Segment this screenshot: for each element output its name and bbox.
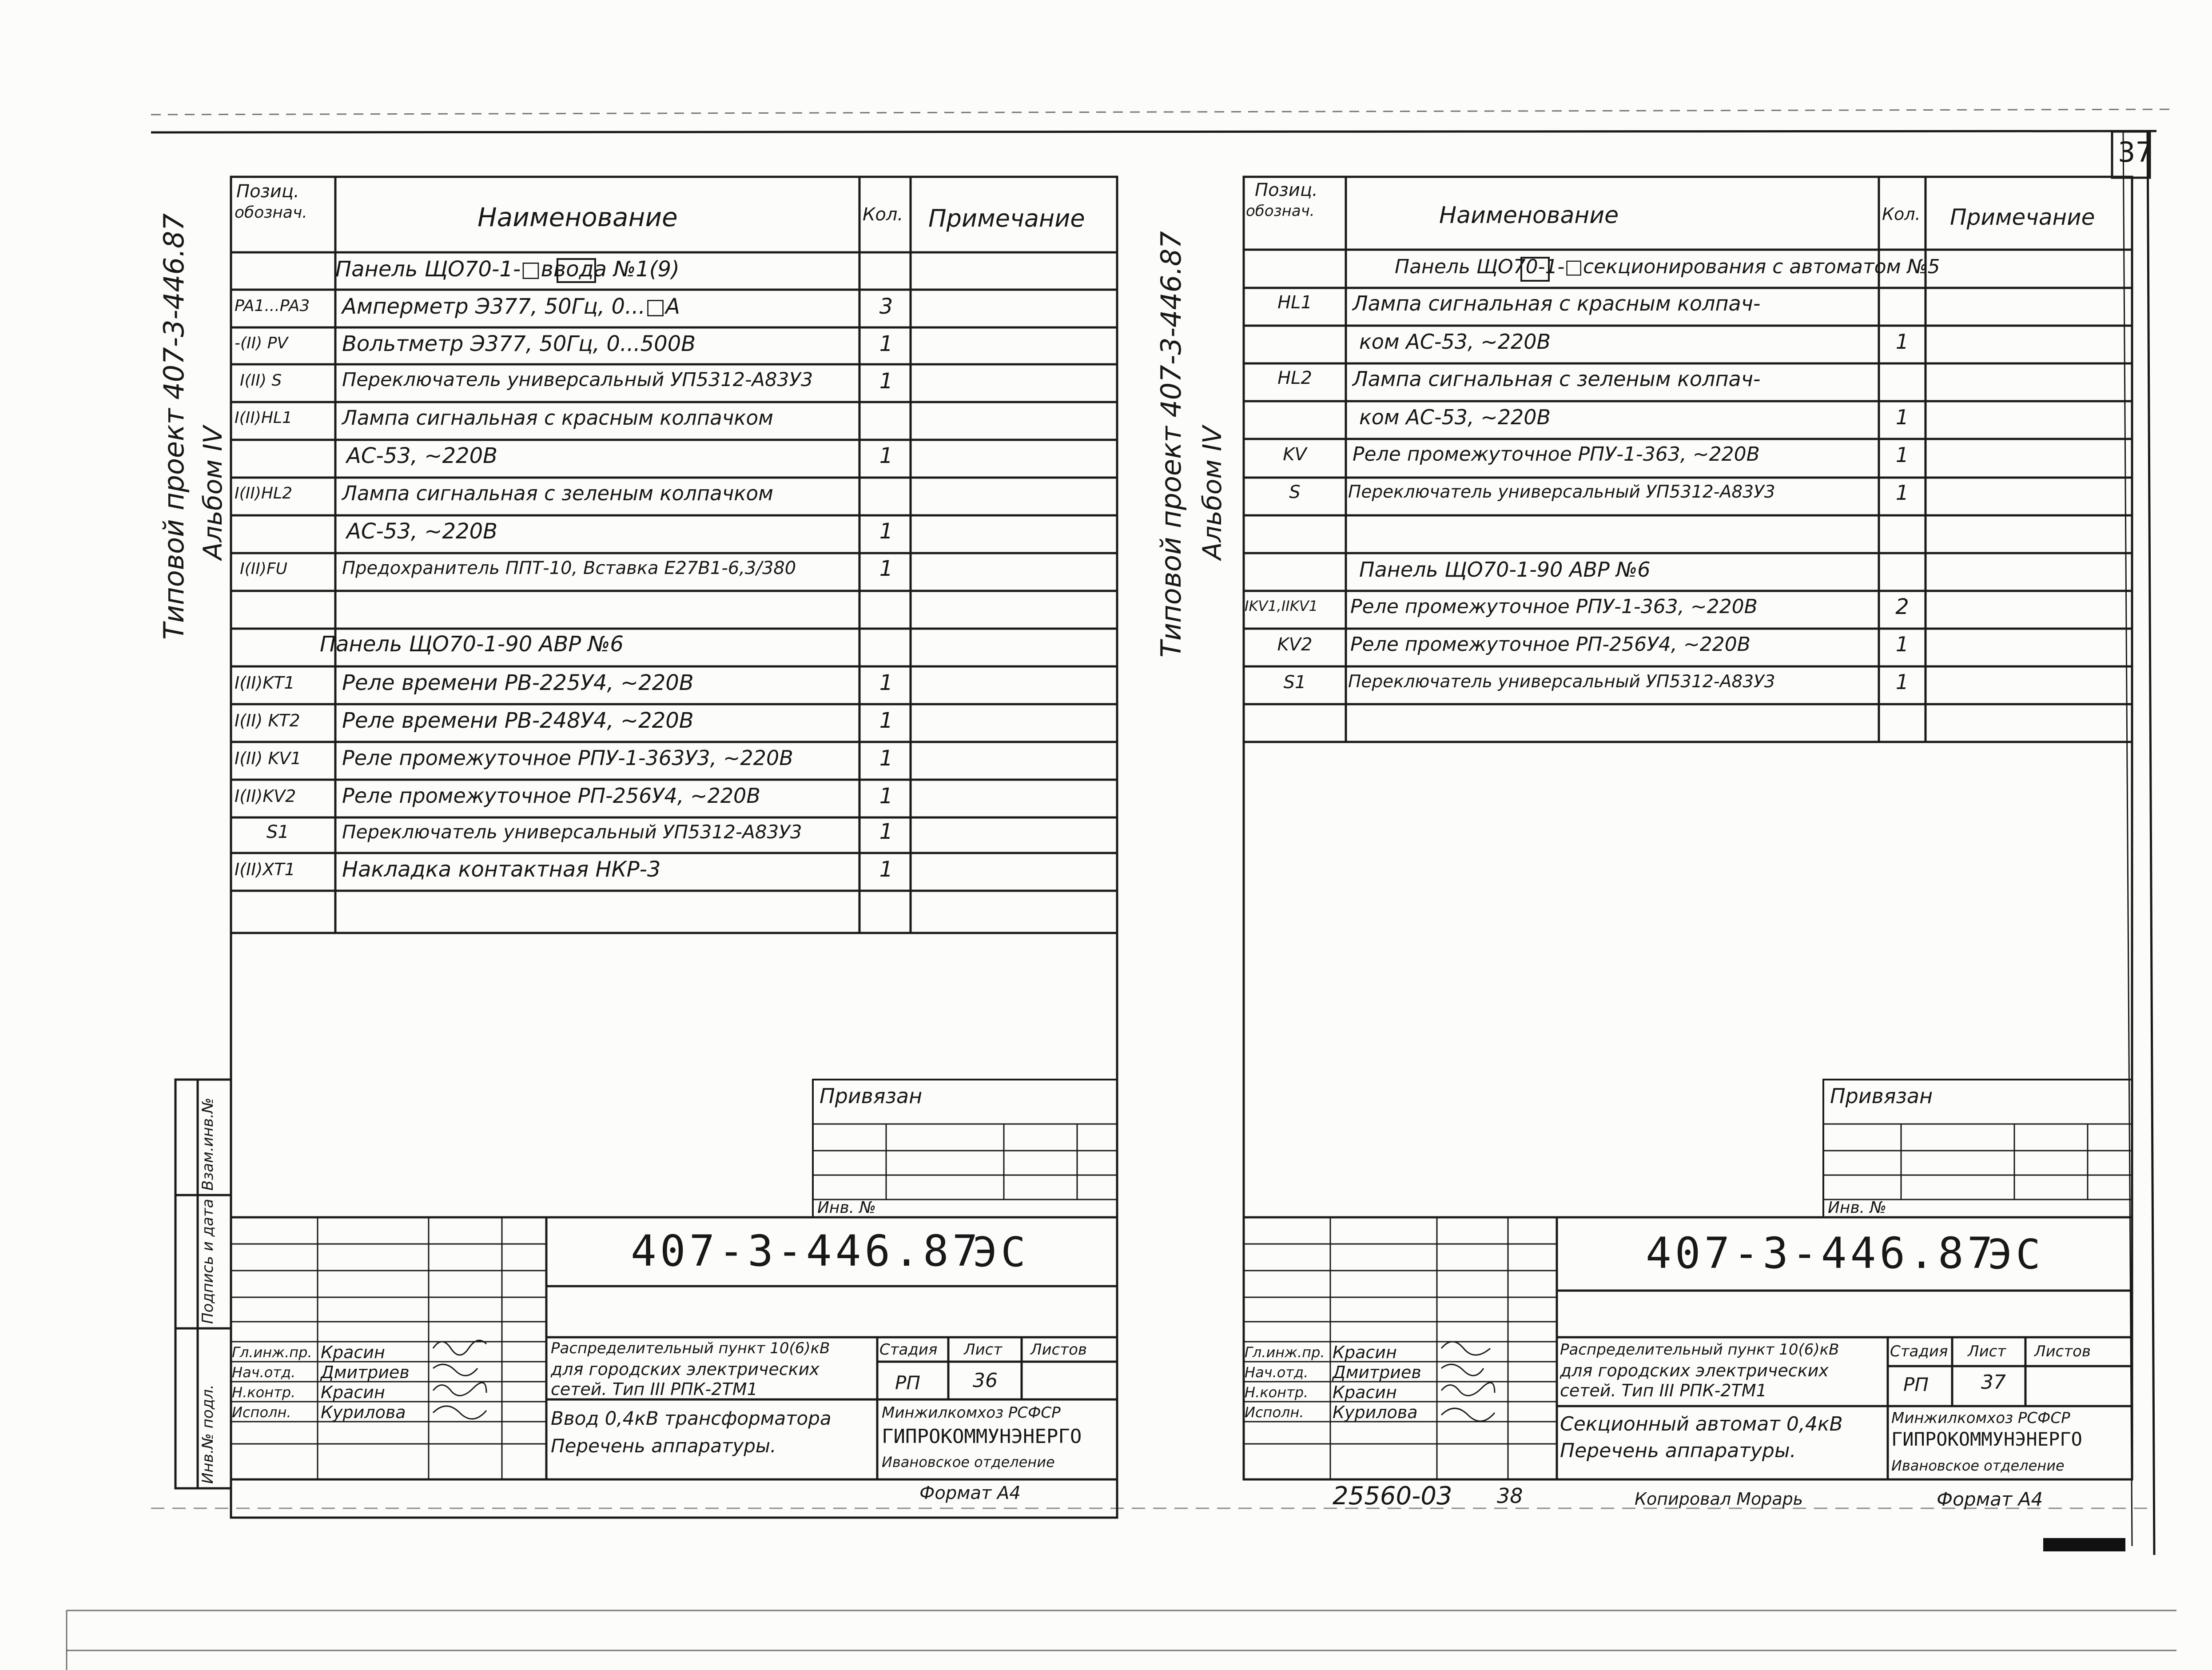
right-person-name: Курилова xyxy=(1333,1403,1418,1422)
left-row-name: Реле времени РВ-225У4, ~220В xyxy=(342,670,694,695)
left-row-name: Реле времени РВ-248У4, ~220В xyxy=(342,708,694,733)
left-format: Формат А4 xyxy=(919,1483,1021,1503)
left-role: Гл.инж.пр. xyxy=(232,1344,312,1361)
right-role: Исполн. xyxy=(1245,1404,1304,1421)
left-row-qty: 1 xyxy=(879,784,893,809)
left-row-qty: 1 xyxy=(879,369,893,394)
left-description: Распределительный пункт 10(6)кВ xyxy=(551,1339,830,1357)
right-person-name: Красин xyxy=(1333,1343,1397,1362)
left-row-pos: I(II)HL1 xyxy=(235,409,292,427)
right-format: Формат А4 xyxy=(1937,1488,2043,1510)
right-role: Гл.инж.пр. xyxy=(1245,1344,1325,1361)
left-row-qty: 1 xyxy=(879,443,893,468)
right-row-name: Реле промежуточное РПУ-1-363, ~220В xyxy=(1350,595,1758,618)
left-stage: РП xyxy=(895,1372,920,1394)
right-description: сетей. Тип III РПК-2ТМ1 xyxy=(1560,1381,1767,1400)
right-row-pos: KV xyxy=(1283,444,1307,465)
right-stage-label: Стадия xyxy=(1890,1343,1948,1360)
right-section-1: Панель ЩО70-1-□секционирования с автоматом №5 xyxy=(1395,255,1940,278)
left-description: для городских электрических xyxy=(551,1359,820,1379)
left-description: сетей. Тип III РПК-2ТМ1 xyxy=(551,1379,758,1399)
right-row-name: Переключатель универсальный УП5312-А83У3 xyxy=(1348,672,1775,692)
right-privyazan-label: Привязан xyxy=(1830,1084,1933,1108)
right-sheets-label: Листов xyxy=(2034,1343,2091,1360)
left-row-pos: I(II) KV1 xyxy=(235,749,302,768)
right-row-qty: 1 xyxy=(1895,632,1909,656)
right-row-qty: 1 xyxy=(1895,405,1909,429)
left-row-pos: I(II)KT1 xyxy=(235,673,295,693)
left-row-name: Переключатель универсальный УП5312-А83У3 xyxy=(342,821,802,843)
right-person-name: Дмитриев xyxy=(1333,1363,1421,1382)
left-row-pos: I(II) S xyxy=(240,371,282,390)
right-role: Н.контр. xyxy=(1245,1384,1309,1401)
right-row-name: Лампа сигнальная с красным колпач- xyxy=(1353,291,1761,315)
left-header-qty: Кол. xyxy=(863,204,903,225)
left-header-name: Наименование xyxy=(477,202,678,232)
left-org: Ивановское отделение xyxy=(882,1454,1055,1471)
right-inv-no-label: Инв. № xyxy=(1828,1199,1887,1217)
left-row-name: Накладка контактная НКР-3 xyxy=(342,857,661,882)
right-doc-mark: ЭС xyxy=(1988,1231,2044,1278)
left-row-qty: 1 xyxy=(879,331,893,356)
left-section-2: Панель ЩО70-1-90 АВР №6 xyxy=(320,632,624,657)
left-margin-vzam-inv: Взам.инв.№ xyxy=(199,1097,217,1191)
right-row-pos: HL1 xyxy=(1277,292,1312,313)
left-row-qty: 1 xyxy=(879,819,893,844)
left-row-pos: I(II)XT1 xyxy=(235,860,295,879)
left-sheet-title: Перечень аппаратуры. xyxy=(551,1435,776,1457)
left-inv-no-label: Инв. № xyxy=(817,1199,876,1217)
left-row-pos: PA1...PA3 xyxy=(235,297,310,315)
left-row-pos: I(II)KV2 xyxy=(235,786,296,806)
left-header-pos-2: обознач. xyxy=(235,203,307,222)
right-person-name: Красин xyxy=(1333,1383,1397,1402)
page-number: 37 xyxy=(2118,136,2153,168)
right-row-qty: 1 xyxy=(1895,670,1909,694)
right-header-note: Примечание xyxy=(1950,204,2095,230)
left-org: Минжилкомхоз РСФСР xyxy=(882,1404,1061,1422)
left-row-name: Реле промежуточное РП-256У4, ~220В xyxy=(342,784,760,808)
left-stage-label: Стадия xyxy=(879,1341,938,1359)
left-row-name: Лампа сигнальная с зеленым колпачком xyxy=(342,482,773,505)
right-role: Нач.отд. xyxy=(1245,1364,1309,1381)
left-row-qty: 1 xyxy=(879,519,893,544)
right-row-name: Переключатель универсальный УП5312-А83У3 xyxy=(1348,482,1775,502)
left-row-qty: 1 xyxy=(879,670,893,695)
left-side-caption-project: Типовой проект 407-3-446.87 xyxy=(158,213,190,640)
left-doc-mark: ЭС xyxy=(973,1228,1029,1276)
right-row-qty: 2 xyxy=(1895,594,1909,619)
right-row-name: Лампа сигнальная с зеленым колпач- xyxy=(1353,367,1761,391)
left-row-name: Амперметр Э377, 50Гц, 0...□А xyxy=(342,294,680,319)
left-row-pos: -(II) PV xyxy=(235,334,288,352)
left-person-name: Красин xyxy=(321,1343,385,1362)
right-section-2: Панель ЩО70-1-90 АВР №6 xyxy=(1359,558,1651,582)
right-row-pos: IKV1,IIKV1 xyxy=(1245,598,1318,614)
right-row-name: ком АС-53, ~220В xyxy=(1359,330,1551,354)
right-header-name: Наименование xyxy=(1439,202,1619,229)
left-person-name: Дмитриев xyxy=(321,1363,410,1382)
left-row-qty: 3 xyxy=(879,294,893,319)
right-stage: РП xyxy=(1903,1374,1929,1395)
left-role: Нач.отд. xyxy=(232,1364,296,1381)
left-row-pos: I(II) KT2 xyxy=(235,711,300,730)
left-sheet-number: 36 xyxy=(973,1369,998,1392)
left-row-pos: I(II)FU xyxy=(240,560,287,578)
right-org: Ивановское отделение xyxy=(1891,1457,2065,1474)
right-description: Распределительный пункт 10(6)кВ xyxy=(1560,1341,1839,1359)
left-row-pos: I(II)HL2 xyxy=(235,484,292,502)
right-row-name: Реле промежуточное РП-256У4, ~220В xyxy=(1350,633,1751,656)
right-org: Минжилкомхоз РСФСР xyxy=(1891,1409,2070,1427)
copied-by: Копировал Морарь xyxy=(1635,1489,1803,1509)
left-org: ГИПРОКОММУНЭНЕРГО xyxy=(882,1425,1082,1448)
left-header-pos-1: Позиц. xyxy=(236,181,299,202)
left-privyazan-label: Привязан xyxy=(820,1084,923,1108)
right-org: ГИПРОКОММУНЭНЕРГО xyxy=(1891,1428,2082,1450)
left-sheets-label: Листов xyxy=(1030,1341,1087,1359)
left-row-name: Лампа сигнальная с красным колпачком xyxy=(342,406,773,430)
right-row-name: Реле промежуточное РПУ-1-363, ~220В xyxy=(1353,443,1760,466)
right-doc-code: 407-3-446.87 xyxy=(1646,1228,1997,1278)
left-margin-inv-podl: Инв.№ подл. xyxy=(199,1384,217,1484)
right-row-pos: S1 xyxy=(1283,672,1306,693)
right-header-pos-2: обознач. xyxy=(1246,202,1315,220)
bottom-sheet-number: 38 xyxy=(1497,1484,1523,1508)
left-person-name: Красин xyxy=(321,1383,385,1402)
right-row-pos: S xyxy=(1289,482,1301,502)
left-header-note: Примечание xyxy=(928,204,1085,232)
left-side-caption-album: Альбом IV xyxy=(198,426,228,560)
left-row-name: Реле промежуточное РПУ-1-363У3, ~220В xyxy=(342,746,793,770)
left-row-name: Предохранитель ППТ-10, Вставка Е27В1-6,3/380 xyxy=(342,558,796,578)
right-row-qty: 1 xyxy=(1895,443,1909,467)
left-row-qty: 1 xyxy=(879,746,893,771)
left-person-name: Курилова xyxy=(321,1403,406,1422)
right-side-caption-album: Альбом IV xyxy=(1197,426,1227,560)
left-margin-podpis: Подпись и дата xyxy=(199,1199,217,1324)
left-section-1: Панель ЩО70-1-□ввода №1(9) xyxy=(335,257,680,282)
bottom-archive-number: 25560-03 xyxy=(1333,1482,1452,1511)
right-sheet-title: Секционный автомат 0,4кВ xyxy=(1560,1413,1843,1435)
left-row-name: Переключатель универсальный УП5312-А83У3 xyxy=(342,369,813,391)
right-row-pos: KV2 xyxy=(1277,634,1313,655)
left-row-qty: 1 xyxy=(879,708,893,733)
right-header-qty: Кол. xyxy=(1882,204,1921,224)
left-row-name: АС-53, ~220В xyxy=(346,443,498,468)
left-row-qty: 1 xyxy=(879,857,893,882)
right-row-name: ком АС-53, ~220В xyxy=(1359,405,1551,429)
right-header-pos-1: Позиц. xyxy=(1255,180,1318,200)
right-description: для городских электрических xyxy=(1560,1361,1829,1380)
left-role: Н.контр. xyxy=(232,1384,296,1401)
right-row-qty: 1 xyxy=(1895,481,1909,505)
right-sheet-number: 37 xyxy=(1981,1371,2006,1394)
left-row-name: АС-53, ~220В xyxy=(346,519,498,544)
left-doc-code: 407-3-446.87 xyxy=(631,1226,982,1276)
left-row-qty: 1 xyxy=(879,556,893,581)
left-row-pos: S1 xyxy=(267,822,289,842)
left-row-name: Вольтметр Э377, 50Гц, 0...500В xyxy=(342,331,696,356)
left-sheet-title: Ввод 0,4кВ трансформатора xyxy=(551,1407,831,1429)
right-row-pos: HL2 xyxy=(1277,368,1312,388)
right-side-caption-project: Типовой проект 407-3-446.87 xyxy=(1155,231,1187,658)
right-row-qty: 1 xyxy=(1895,330,1909,354)
right-sheet-label: Лист xyxy=(1968,1343,2006,1360)
left-role: Исполн. xyxy=(232,1404,291,1421)
left-sheet-label: Лист xyxy=(964,1341,1003,1359)
right-sheet-title: Перечень аппаратуры. xyxy=(1560,1439,1796,1462)
